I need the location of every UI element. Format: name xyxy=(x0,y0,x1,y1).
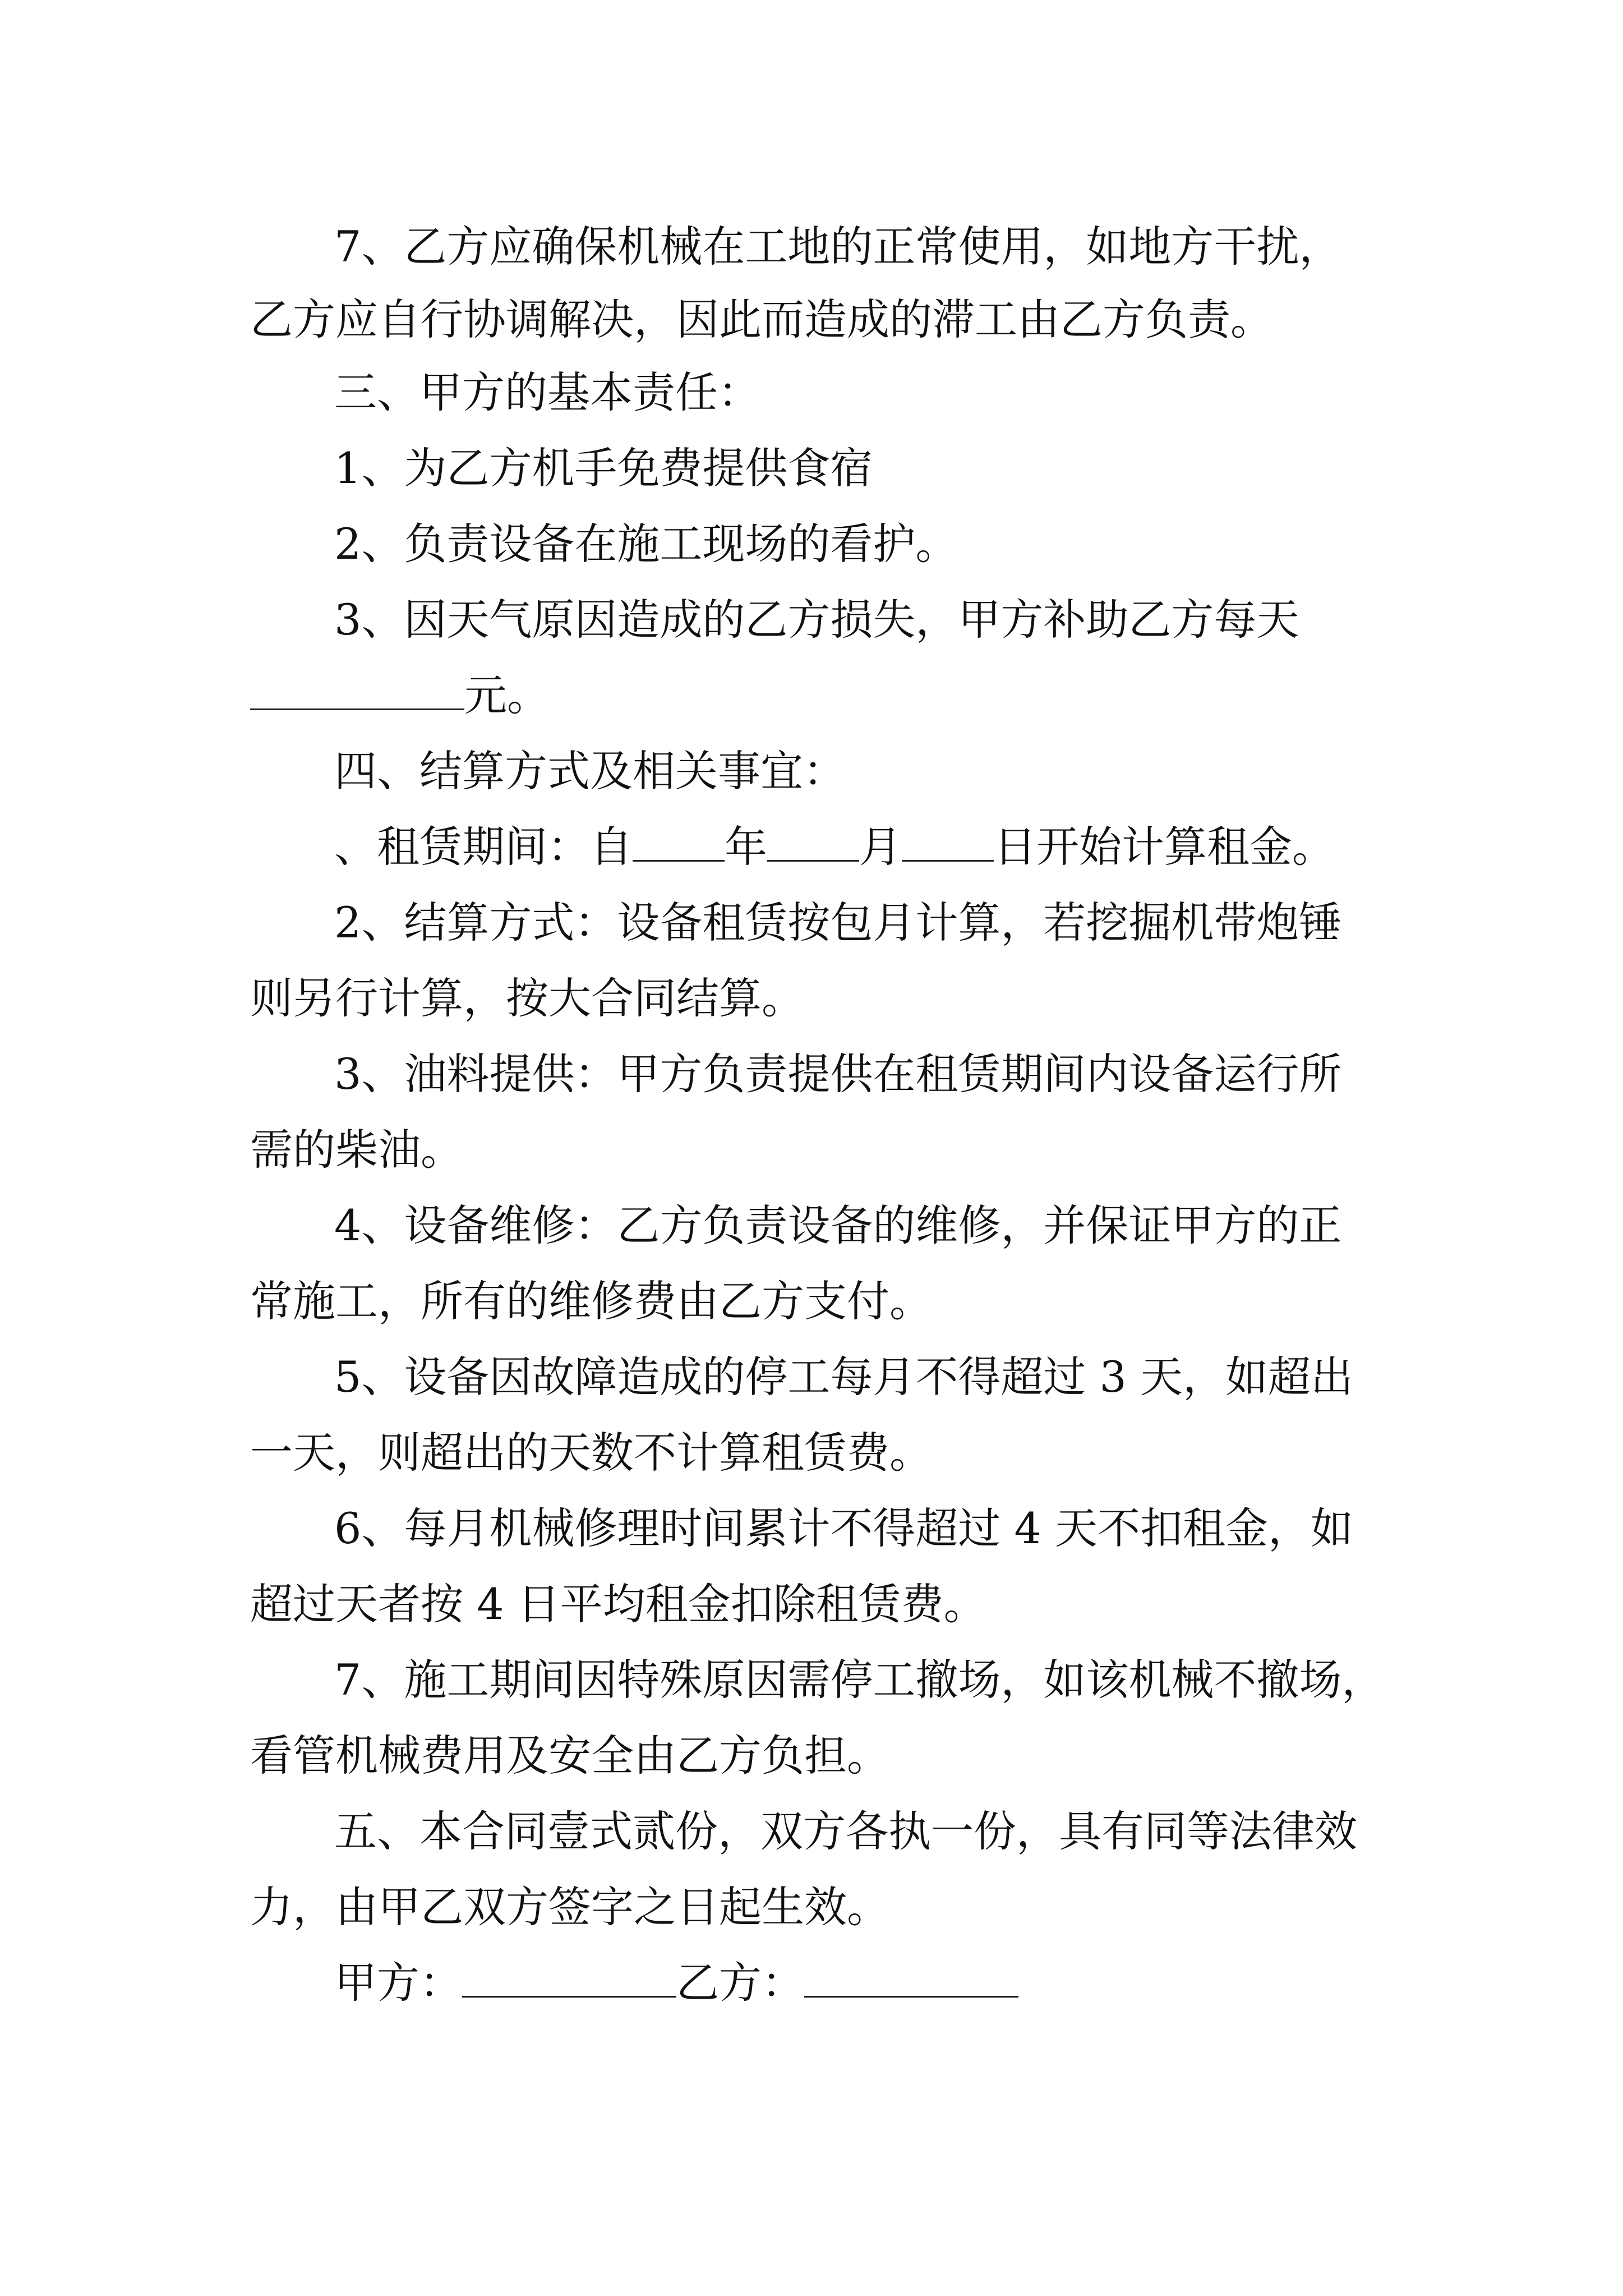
year-blank[interactable] xyxy=(633,821,725,862)
paragraph-text: 超过天者按 4 日平均租金扣除租赁费。 xyxy=(250,1579,986,1629)
paragraph-line xyxy=(0,665,1623,726)
paragraph-text: 日开始计算租金。 xyxy=(994,822,1335,872)
paragraph-text: 常施工，所有的维修费由乙方支付。 xyxy=(250,1276,932,1326)
month-label: 月 xyxy=(859,822,902,872)
paragraph-line xyxy=(0,1195,1623,1257)
signature-line xyxy=(0,1952,1623,2014)
paragraph-text: 7、施工期间因特殊原因需停工撤场，如该机械不撤场， xyxy=(334,1655,1385,1705)
paragraph-line xyxy=(0,589,1623,651)
paragraph-line xyxy=(0,1573,1623,1635)
paragraph-text: 看管机械费用及安全由乙方负担。 xyxy=(250,1731,889,1780)
paragraph-text: 一天，则超出的天数不计算租赁费。 xyxy=(250,1428,932,1478)
party-a-signature-blank[interactable] xyxy=(462,1957,676,1998)
paragraph-text: 、租赁期间：自 xyxy=(334,822,633,872)
paragraph-text: 力，由甲乙双方签字之日起生效。 xyxy=(250,1882,889,1932)
paragraph-text: 1、为乙方机手免费提供食宿 xyxy=(334,443,873,493)
paragraph-text: 3、油料提供：甲方负责提供在租赁期间内设备运行所 xyxy=(334,1049,1342,1099)
paragraph-text: 3、因天气原因造成的乙方损失，甲方补助乙方每天 xyxy=(334,595,1299,645)
paragraph-text: 5、设备因故障造成的停工每月不得超过 3 天，如超出 xyxy=(334,1352,1354,1402)
year-label: 年 xyxy=(725,822,767,872)
paragraph-line xyxy=(0,1876,1623,1938)
paragraph-line xyxy=(0,1119,1623,1181)
paragraph-text: 4、设备维修：乙方负责设备的维修，并保证甲方的正 xyxy=(334,1200,1342,1250)
paragraph-line xyxy=(0,1346,1623,1408)
paragraph-text: 则另行计算，按大合同结算。 xyxy=(250,973,804,1023)
paragraph-line xyxy=(0,1649,1623,1711)
paragraph-text: 7、乙方应确保机械在工地的正常使用，如地方干扰， xyxy=(334,222,1342,272)
paragraph-line xyxy=(0,216,1623,278)
paragraph-line xyxy=(0,1498,1623,1559)
section-heading xyxy=(0,740,1623,802)
paragraph-line xyxy=(0,816,1623,878)
section-heading xyxy=(0,362,1623,424)
paragraph-line xyxy=(0,289,1623,351)
section-heading-text: 三、甲方的基本责任： xyxy=(334,367,760,417)
paragraph-line xyxy=(0,513,1623,575)
paragraph-text: 乙方应自行协调解决，因此而造成的滞工由乙方负责。 xyxy=(250,295,1273,344)
paragraph-line xyxy=(0,1043,1623,1105)
paragraph-line xyxy=(0,438,1623,499)
paragraph-line xyxy=(0,968,1623,1029)
paragraph-line xyxy=(0,1801,1623,1862)
fill-in-blank[interactable] xyxy=(250,669,464,710)
party-a-label: 甲方： xyxy=(334,1958,462,2008)
party-b-signature-blank[interactable] xyxy=(804,1957,1018,1998)
section-heading-text: 四、结算方式及相关事宜： xyxy=(334,746,846,796)
paragraph-text: 6、每月机械修理时间累计不得超过 4 天不扣租金，如 xyxy=(334,1503,1354,1553)
paragraph-text: 元。 xyxy=(464,670,550,720)
paragraph-line xyxy=(0,1725,1623,1787)
paragraph-text: 五、本合同壹式贰份，双方各执一份，具有同等法律效 xyxy=(334,1806,1357,1856)
month-blank[interactable] xyxy=(767,821,859,862)
paragraph-line xyxy=(0,1422,1623,1484)
paragraph-line xyxy=(0,892,1623,954)
paragraph-text: 2、结算方式：设备租赁按包月计算，若挖掘机带炮锤 xyxy=(334,898,1342,947)
party-b-label: 乙方： xyxy=(676,1958,804,2008)
paragraph-text: 2、负责设备在施工现场的看护。 xyxy=(334,519,958,569)
day-blank[interactable] xyxy=(902,821,994,862)
paragraph-text: 需的柴油。 xyxy=(250,1125,463,1175)
paragraph-line xyxy=(0,1271,1623,1332)
